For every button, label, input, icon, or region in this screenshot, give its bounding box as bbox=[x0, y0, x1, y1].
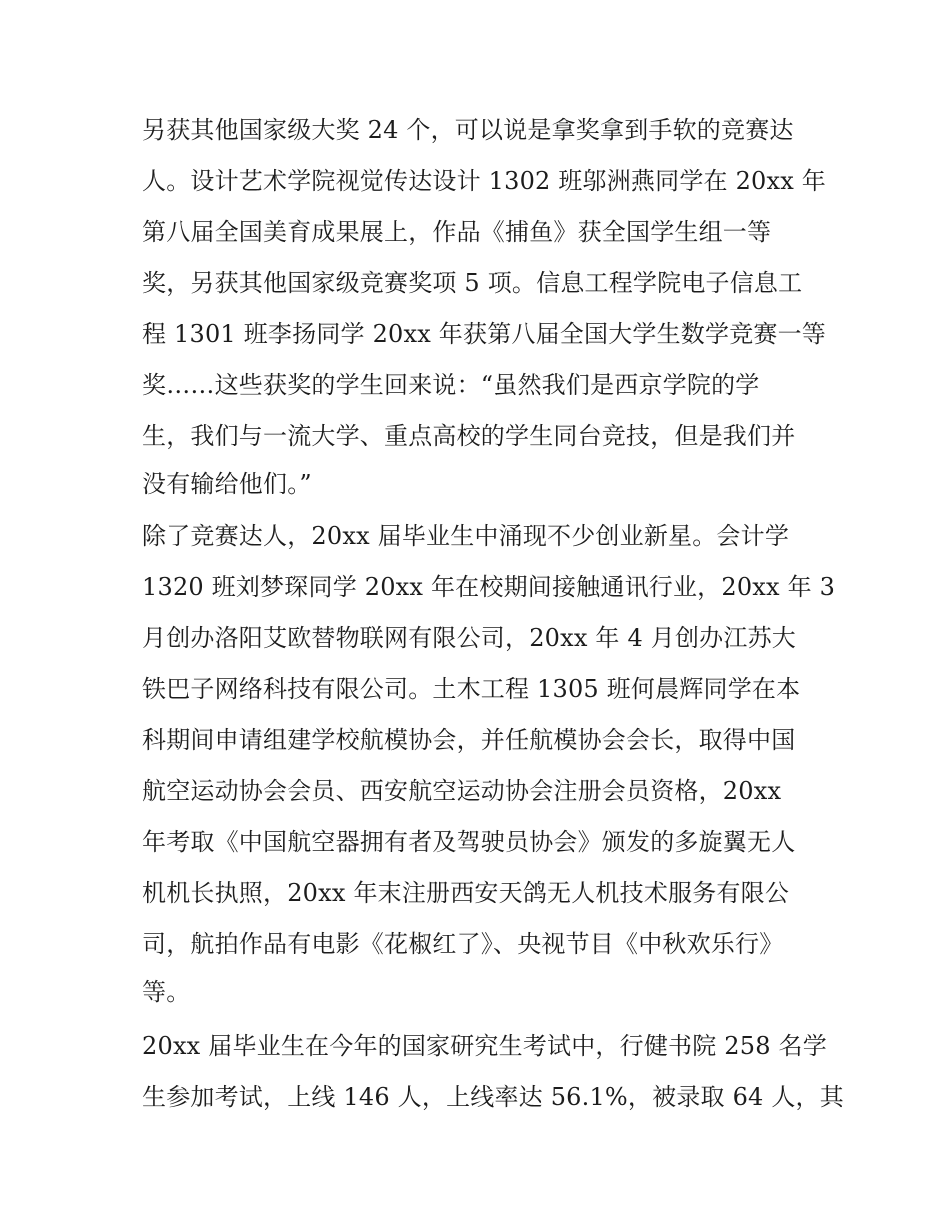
text-line: 航空运动协会会员、西安航空运动协会注册会员资格，20xx bbox=[142, 777, 782, 805]
text-line: 奖……这些获奖的学生回来说：“虽然我们是西京学院的学 bbox=[142, 371, 760, 399]
text-line: 第八届全国美育成果展上，作品《捕鱼》获全国学生组一等 bbox=[142, 218, 772, 246]
text-line: 铁巴子网络科技有限公司。土木工程 1305 班何晨辉同学在本 bbox=[142, 675, 801, 703]
text-line: 人。设计艺术学院视觉传达设计 1302 班邬洲燕同学在 20xx 年 bbox=[142, 167, 827, 195]
text-line: 20xx 届毕业生在今年的国家研究生考试中，行健书院 258 名学 bbox=[142, 1032, 827, 1060]
text-line: 1320 班刘梦琛同学 20xx 年在校期间接触通讯行业，20xx 年 3 bbox=[142, 573, 836, 601]
text-line: 程 1301 班李扬同学 20xx 年获第八届全国大学生数学竞赛一等 bbox=[142, 320, 827, 348]
text-line: 没有输给他们。” bbox=[142, 470, 312, 498]
text-line: 科期间申请组建学校航模协会，并任航模协会会长，取得中国 bbox=[142, 726, 796, 754]
text-line: 生，我们与一流大学、重点高校的学生同台竞技，但是我们并 bbox=[142, 422, 796, 450]
text-line: 生参加考试，上线 146 人，上线率达 56.1%，被录取 64 人，其 bbox=[142, 1083, 844, 1111]
text-line: 另获其他国家级大奖 24 个，可以说是拿奖拿到手软的竞赛达 bbox=[142, 116, 794, 144]
text-line: 奖，另获其他国家级竞赛奖项 5 项。信息工程学院电子信息工 bbox=[142, 269, 803, 297]
text-line: 年考取《中国航空器拥有者及驾驶员协会》颁发的多旋翼无人 bbox=[142, 828, 796, 856]
text-line: 等。 bbox=[142, 978, 191, 1006]
text-line: 除了竞赛达人，20xx 届毕业生中涌现不少创业新星。会计学 bbox=[142, 522, 790, 550]
text-line: 月创办洛阳艾欧替物联网有限公司，20xx 年 4 月创办江苏大 bbox=[142, 624, 796, 652]
text-line: 司，航拍作品有电影《花椒红了》、央视节目《中秋欢乐行》 bbox=[142, 930, 784, 958]
text-line: 机机长执照，20xx 年末注册西安天鸽无人机技术服务有限公 bbox=[142, 879, 790, 907]
